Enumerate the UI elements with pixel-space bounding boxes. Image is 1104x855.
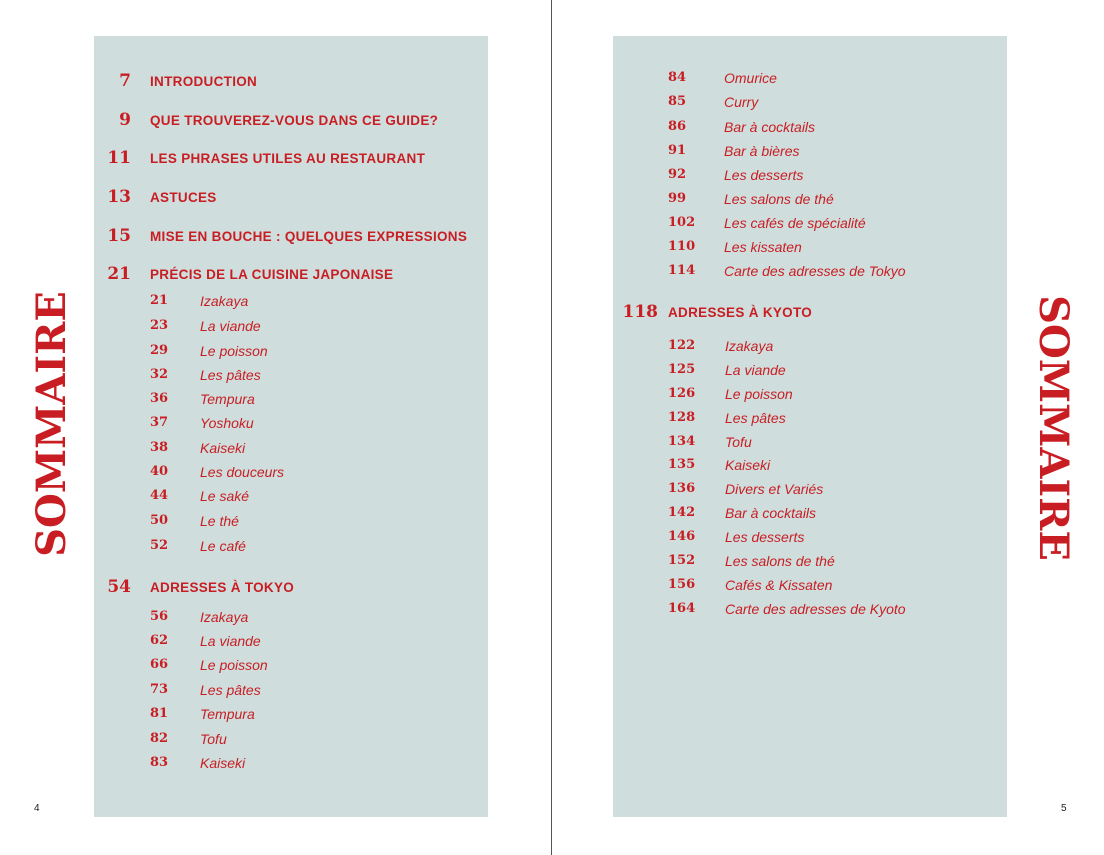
entry-title: Izakaya xyxy=(200,293,249,309)
entry-title: Kaiseki xyxy=(200,440,246,456)
entry-page-number: 122 xyxy=(668,338,696,353)
entry-page-number: 50 xyxy=(150,513,169,528)
entry-page-number: 134 xyxy=(668,434,696,449)
entry-page-number: 86 xyxy=(668,119,687,134)
entry-title: Kaiseki xyxy=(200,755,246,771)
entry-page-number: 62 xyxy=(150,633,169,648)
entry-title: Cafés & Kissaten xyxy=(725,577,833,593)
entry-page-number: 142 xyxy=(668,505,696,520)
entry-page-number: 114 xyxy=(668,263,696,278)
entry-title: Les pâtes xyxy=(200,367,261,383)
section-title: INTRODUCTION xyxy=(150,74,258,89)
entry-title: Tofu xyxy=(200,731,227,747)
entry-page-number: 84 xyxy=(668,70,687,85)
entry-page-number: 73 xyxy=(150,682,169,697)
entry-title: Curry xyxy=(724,94,759,110)
entry-title: Le poisson xyxy=(725,386,793,402)
entry-title: Le poisson xyxy=(200,657,268,673)
entry-title: Les pâtes xyxy=(200,682,261,698)
entry-page-number: 125 xyxy=(668,362,696,377)
entry-page-number: 126 xyxy=(668,386,696,401)
section-title: ADRESSES À TOKYO xyxy=(150,580,295,595)
entry-title: La viande xyxy=(200,633,261,649)
entry-title: Le saké xyxy=(200,488,250,504)
section-number: 54 xyxy=(107,577,131,597)
section-number: 7 xyxy=(119,71,131,91)
page-fold xyxy=(551,0,552,855)
entry-page-number: 21 xyxy=(150,293,169,308)
entry-title: Les salons de thé xyxy=(724,191,834,207)
entry-title: Le poisson xyxy=(200,343,268,359)
entry-page-number: 36 xyxy=(150,391,169,406)
section-title: LES PHRASES UTILES AU RESTAURANT xyxy=(150,151,426,166)
entry-page-number: 81 xyxy=(150,706,169,721)
entry-title: Les kissaten xyxy=(724,239,802,255)
entry-page-number: 66 xyxy=(150,657,169,672)
section-number: 13 xyxy=(107,187,131,207)
entry-title: Bar à cocktails xyxy=(724,119,816,135)
entry-page-number: 44 xyxy=(150,488,169,503)
entry-page-number: 135 xyxy=(668,457,696,472)
entry-title: Les desserts xyxy=(725,529,805,545)
entry-page-number: 156 xyxy=(668,577,696,592)
entry-page-number: 37 xyxy=(150,415,169,430)
entry-page-number: 146 xyxy=(668,529,696,544)
entry-page-number: 56 xyxy=(150,609,169,624)
section-title: ASTUCES xyxy=(150,190,217,205)
entry-page-number: 136 xyxy=(668,481,696,496)
entry-page-number: 102 xyxy=(668,215,696,230)
entry-title: Les douceurs xyxy=(200,464,285,480)
entry-title: Izakaya xyxy=(725,338,774,354)
entry-title: Bar à cocktails xyxy=(725,505,817,521)
section-title: QUE TROUVEREZ-VOUS DANS CE GUIDE? xyxy=(150,113,439,128)
entry-title: Le café xyxy=(200,538,246,554)
entry-page-number: 92 xyxy=(668,167,687,182)
entry-page-number: 85 xyxy=(668,94,687,109)
entry-title: Yoshoku xyxy=(200,415,254,431)
entry-page-number: 128 xyxy=(668,410,696,425)
section-number: 11 xyxy=(107,148,131,168)
section-number: 118 xyxy=(622,302,658,322)
section-number: 9 xyxy=(119,110,131,130)
entry-page-number: 91 xyxy=(668,143,687,158)
entry-title: Omurice xyxy=(724,70,777,86)
entry-title: Izakaya xyxy=(200,609,249,625)
entry-page-number: 152 xyxy=(668,553,696,568)
entry-page-number: 164 xyxy=(668,601,696,616)
entry-title: Bar à bières xyxy=(724,143,800,159)
entry-title: Tempura xyxy=(200,706,255,722)
entry-page-number: 99 xyxy=(668,191,687,206)
entry-page-number: 40 xyxy=(150,464,169,479)
entry-page-number: 23 xyxy=(150,318,169,333)
right-page-number: 5 xyxy=(1061,803,1067,814)
entry-page-number: 82 xyxy=(150,731,169,746)
entry-title: La viande xyxy=(200,318,261,334)
entry-title: Les salons de thé xyxy=(725,553,835,569)
entry-title: Carte des adresses de Tokyo xyxy=(724,263,906,279)
entry-page-number: 38 xyxy=(150,440,169,455)
entry-title: Les desserts xyxy=(724,167,804,183)
entry-page-number: 52 xyxy=(150,538,169,553)
entry-title: Tempura xyxy=(200,391,255,407)
section-number: 15 xyxy=(107,226,131,246)
entry-title: Kaiseki xyxy=(725,457,771,473)
entry-title: Les pâtes xyxy=(725,410,786,426)
entry-title: La viande xyxy=(725,362,786,378)
entry-page-number: 83 xyxy=(150,755,169,770)
entry-page-number: 32 xyxy=(150,367,169,382)
entry-title: Les cafés de spécialité xyxy=(724,215,866,231)
section-number: 21 xyxy=(107,264,131,284)
right-sommaire-title: SOMMAIRE xyxy=(1030,295,1077,561)
entry-page-number: 110 xyxy=(668,239,696,254)
entry-title: Le thé xyxy=(200,513,239,529)
entry-title: Divers et Variés xyxy=(725,481,824,497)
left-sommaire-title: SOMMAIRE xyxy=(28,291,75,557)
entry-page-number: 29 xyxy=(150,343,169,358)
left-page-number: 4 xyxy=(34,803,40,814)
section-title: MISE EN BOUCHE : QUELQUES EXPRESSIONS xyxy=(150,229,468,244)
section-title: ADRESSES À KYOTO xyxy=(668,305,813,320)
entry-title: Carte des adresses de Kyoto xyxy=(725,601,906,617)
entry-title: Tofu xyxy=(725,434,752,450)
section-title: PRÉCIS DE LA CUISINE JAPONAISE xyxy=(150,267,394,282)
